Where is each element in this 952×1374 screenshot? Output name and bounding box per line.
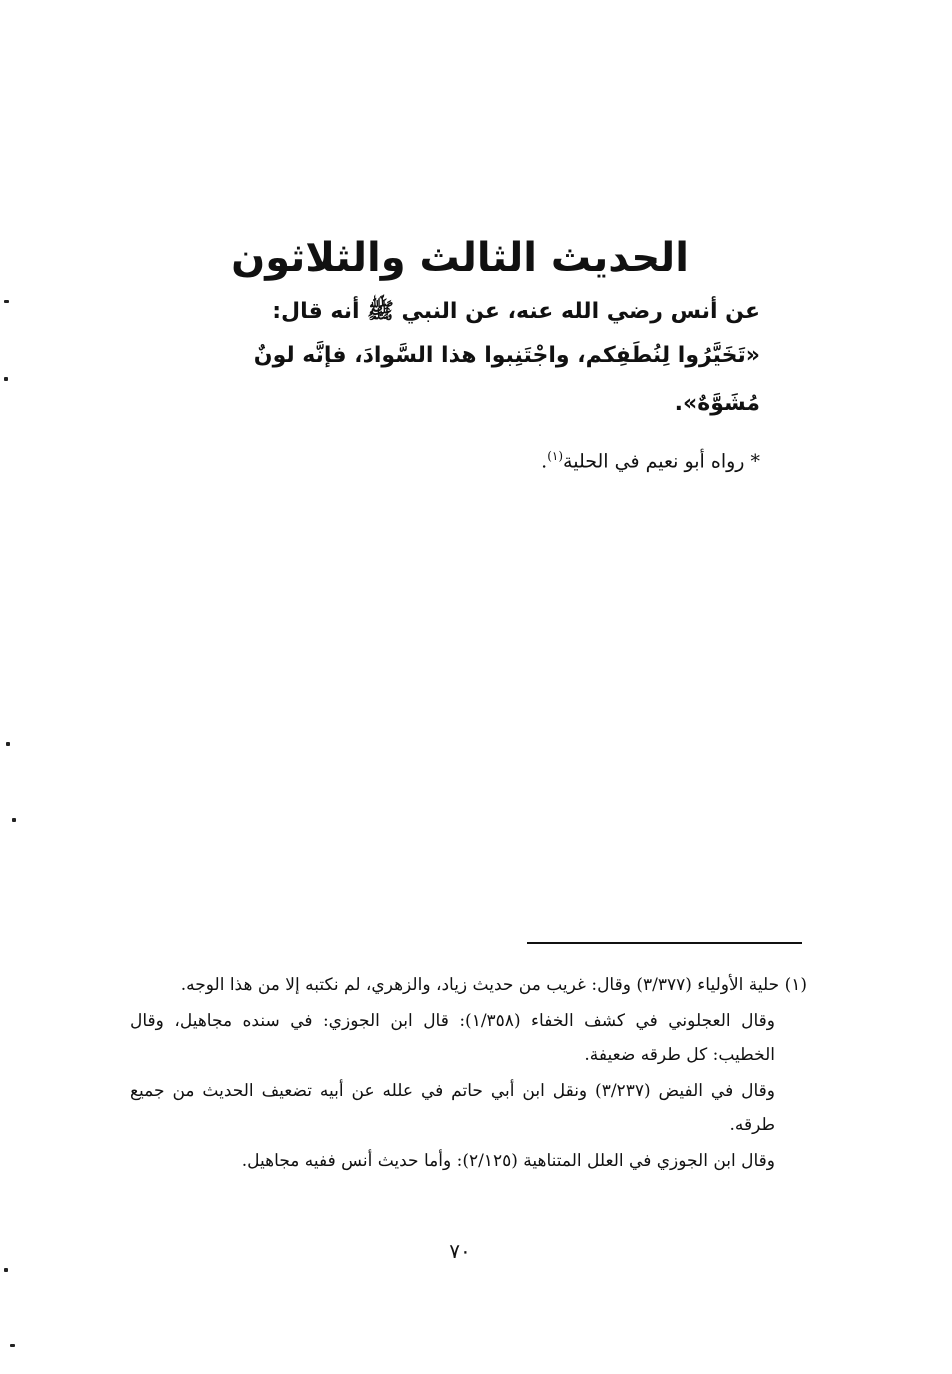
footnote-1: (١) حلية الأولياء (٣/٣٧٧) وقال: غريب من حديث زياد، والزهري، لم نكتبه إلا من هذا الوجه. bbox=[180, 975, 807, 995]
source-end: . bbox=[541, 450, 548, 473]
hadith-source bbox=[200, 436, 760, 481]
footnote-3: وقال في الفيض (٣/٢٣٧) ونقل ابن أبي حاتم في علله عن أبيه تضعيف الحديث من جميع طرقه. bbox=[130, 1081, 776, 1135]
footnote-ref: (١) bbox=[547, 449, 564, 463]
source-text: * رواه أبو نعيم في الحلية bbox=[563, 450, 760, 473]
scan-speck bbox=[4, 377, 8, 381]
scan-speck bbox=[6, 742, 10, 746]
scan-speck bbox=[4, 300, 9, 303]
page-title: الحديث الثالث والثلاثون bbox=[231, 235, 689, 281]
scan-speck bbox=[12, 818, 16, 822]
footnotes bbox=[130, 968, 807, 1180]
footnote-separator bbox=[527, 942, 802, 944]
hadith-body bbox=[200, 292, 760, 481]
hadith-intro: عن أنس رضي الله عنه، عن النبي ﷺ أنه قال: bbox=[272, 299, 760, 324]
scan-speck bbox=[10, 1344, 15, 1347]
page-number: ٧٠ bbox=[449, 1239, 471, 1263]
hadith-text: «تَخَيَّرُوا لِنُطَفِكم، واجْتَنِبوا هذا السَّوادَ، فإنَّه لونٌ مُشَوَّهٌ». bbox=[253, 343, 760, 416]
footnote-2: وقال العجلوني في كشف الخفاء (١/٣٥٨): قال ابن الجوزي: في سنده مجاهيل، وقال الخطيب: كل طرقه ضعيفة. bbox=[130, 1011, 775, 1065]
footnote-4: وقال ابن الجوزي في العلل المتناهية (٢/١٢٥): وأما حديث أنس ففيه مجاهيل. bbox=[241, 1151, 775, 1171]
scan-speck bbox=[4, 1268, 8, 1272]
